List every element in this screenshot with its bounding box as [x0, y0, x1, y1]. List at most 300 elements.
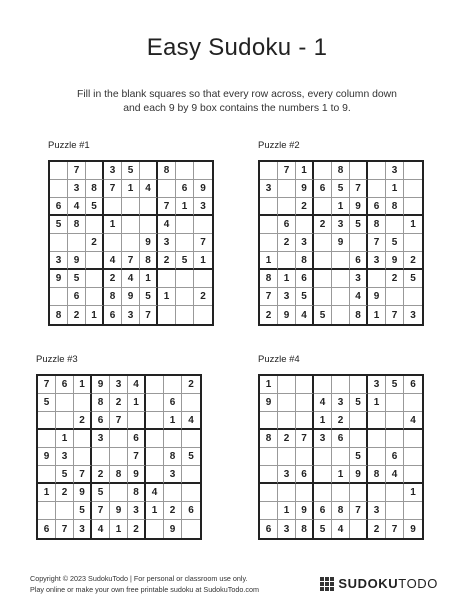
sudoku-cell: 5: [386, 234, 404, 252]
sudoku-cell: 8: [368, 466, 386, 484]
sudoku-cell: 3: [332, 394, 350, 412]
sudoku-cell: 9: [296, 502, 314, 520]
sudoku-cell: [260, 162, 278, 180]
sudoku-cell: [278, 180, 296, 198]
sudoku-cell: 1: [122, 180, 140, 198]
sudoku-cell: [182, 394, 200, 412]
sudoku-cell: 7: [104, 180, 122, 198]
sudoku-cell: [350, 162, 368, 180]
sudoku-cell: 1: [368, 394, 386, 412]
sudoku-cell: 7: [128, 448, 146, 466]
sudoku-cell: 1: [368, 306, 386, 324]
sudoku-cell: 5: [350, 216, 368, 234]
sudoku-cell: [404, 430, 422, 448]
sudoku-cell: 9: [332, 234, 350, 252]
sudoku-cell: [158, 180, 176, 198]
sudoku-cell: [260, 484, 278, 502]
sudoku-cell: 8: [128, 484, 146, 502]
sudoku-cell: [110, 448, 128, 466]
sudoku-cell: 8: [68, 216, 86, 234]
sudoku-cell: 8: [386, 198, 404, 216]
sudoku-cell: [332, 270, 350, 288]
sudoku-cell: 2: [386, 270, 404, 288]
sudoku-cell: [110, 430, 128, 448]
sudoku-cell: [404, 162, 422, 180]
sudoku-cell: 2: [260, 306, 278, 324]
sudoku-cell: 9: [38, 448, 56, 466]
sudoku-cell: 2: [158, 252, 176, 270]
sudoku-cell: 1: [194, 252, 212, 270]
brand-part-sudoku: SUDOKU: [338, 576, 399, 591]
sudoku-cell: 5: [92, 484, 110, 502]
sudoku-cell: 1: [86, 306, 104, 324]
sudoku-cell: 6: [314, 502, 332, 520]
sudoku-cell: 6: [50, 198, 68, 216]
sudoku-cell: 9: [260, 394, 278, 412]
sudoku-cell: 5: [86, 198, 104, 216]
sudoku-cell: 1: [404, 484, 422, 502]
sudoku-cell: [350, 412, 368, 430]
sudoku-grid: [36, 374, 202, 540]
sudoku-cell: [38, 430, 56, 448]
sudoku-cell: 6: [278, 216, 296, 234]
sudoku-cell: 7: [122, 252, 140, 270]
sudoku-cell: 8: [164, 448, 182, 466]
sudoku-cell: 7: [350, 180, 368, 198]
sudoku-cell: 2: [56, 484, 74, 502]
sudoku-cell: 3: [368, 502, 386, 520]
sudoku-cell: 8: [158, 162, 176, 180]
sudoku-cell: [260, 216, 278, 234]
sudoku-cell: 3: [164, 466, 182, 484]
sudoku-cell: [146, 448, 164, 466]
sudoku-cell: 7: [368, 234, 386, 252]
sudoku-cell: 3: [386, 162, 404, 180]
sudoku-cell: 1: [56, 430, 74, 448]
sudoku-cell: [332, 376, 350, 394]
footer: [30, 574, 259, 595]
sudoku-cell: [368, 270, 386, 288]
puzzle-1: [48, 140, 214, 326]
sudoku-cell: [74, 394, 92, 412]
sudoku-cell: 8: [350, 306, 368, 324]
sudoku-cell: 5: [56, 466, 74, 484]
sudoku-cell: [350, 484, 368, 502]
sudoku-cell: [122, 234, 140, 252]
sudoku-cell: 1: [260, 376, 278, 394]
sudoku-cell: [260, 448, 278, 466]
sudoku-cell: 6: [368, 198, 386, 216]
sudoku-cell: 5: [182, 448, 200, 466]
sudoku-cell: 2: [182, 376, 200, 394]
sudoku-cell: [404, 234, 422, 252]
sudoku-cell: 1: [332, 466, 350, 484]
sudoku-cell: [140, 216, 158, 234]
sudoku-cell: 7: [278, 162, 296, 180]
sudoku-cell: [140, 198, 158, 216]
sudoku-cell: 4: [104, 252, 122, 270]
puzzle-label: Puzzle #4: [258, 354, 300, 365]
sudoku-cell: [56, 412, 74, 430]
sudoku-cell: [314, 448, 332, 466]
puzzle-label: Puzzle #2: [258, 140, 300, 151]
sudoku-cell: 9: [128, 466, 146, 484]
sudoku-cell: 2: [278, 234, 296, 252]
sudoku-cell: [38, 466, 56, 484]
sudoku-cell: [158, 306, 176, 324]
sudoku-cell: 3: [158, 234, 176, 252]
sudoku-cell: [146, 520, 164, 538]
sudoku-cell: [404, 198, 422, 216]
sudoku-cell: [164, 430, 182, 448]
sudoku-cell: [386, 430, 404, 448]
sudoku-cell: 6: [332, 430, 350, 448]
sudoku-cell: 3: [410, 309, 416, 321]
sudoku-cell: [278, 412, 296, 430]
sudoku-cell: [278, 252, 296, 270]
sudoku-cell: 1: [146, 502, 164, 520]
sudoku-cell: 6: [38, 520, 56, 538]
sudoku-cell: [404, 502, 422, 520]
sudoku-cell: 2: [314, 216, 332, 234]
sudoku-cell: 6: [296, 466, 314, 484]
sudoku-cell: 2: [104, 270, 122, 288]
sudoku-cell: [146, 412, 164, 430]
sudoku-cell: 2: [92, 466, 110, 484]
puzzle-3: [36, 354, 202, 540]
sudoku-cell: 3: [278, 466, 296, 484]
sudoku-cell: 2: [74, 412, 92, 430]
sudoku-cell: 7: [296, 430, 314, 448]
page-title: Easy Sudoku - 1: [146, 34, 328, 61]
sudoku-cell: [158, 270, 176, 288]
sudoku-cell: 4: [68, 198, 86, 216]
sudoku-cell: [296, 394, 314, 412]
sudoku-cell: [386, 216, 404, 234]
puzzle-label: Puzzle #3: [36, 354, 78, 365]
sudoku-cell: [386, 502, 404, 520]
sudoku-cell: [260, 466, 278, 484]
sudoku-cell: 9: [68, 252, 86, 270]
sudoku-cell: [368, 412, 386, 430]
sudoku-cell: [74, 430, 92, 448]
sudoku-cell: 3: [314, 430, 332, 448]
sudoku-cell: 8: [110, 466, 128, 484]
sudoku-cell: [404, 394, 422, 412]
sudoku-cell: 1: [404, 216, 422, 234]
sudoku-cell: 3: [68, 180, 86, 198]
sudoku-cell: 2: [164, 502, 182, 520]
sudoku-cell: [314, 252, 332, 270]
sudoku-cell: [404, 466, 422, 484]
sudoku-cell: 1: [278, 502, 296, 520]
sudoku-cell: 9: [164, 520, 182, 538]
brand-wordmark: [338, 576, 438, 591]
sudoku-cell: 3: [350, 270, 368, 288]
sudoku-cell: [86, 288, 104, 306]
puzzle-2: [258, 140, 424, 326]
sudoku-cell: [146, 376, 164, 394]
sudoku-cell: 1: [128, 394, 146, 412]
sudoku-cell: [146, 430, 164, 448]
sudoku-grid: [258, 160, 424, 326]
sudoku-cell: 5: [350, 448, 368, 466]
sudoku-cell: [182, 484, 200, 502]
sudoku-cell: 5: [74, 502, 92, 520]
sudoku-cell: [350, 520, 368, 538]
sudoku-cell: 9: [122, 288, 140, 306]
sudoku-cell: [314, 376, 332, 394]
sudoku-cell: [314, 198, 332, 216]
sudoku-cell: 8: [368, 216, 386, 234]
sudoku-cell: 6: [128, 430, 146, 448]
sudoku-cell: [386, 412, 404, 430]
sudoku-cell: 3: [128, 502, 146, 520]
sudoku-cell: [194, 162, 212, 180]
sudoku-cell: [278, 394, 296, 412]
sudoku-cell: [176, 216, 194, 234]
sudoku-cell: 4: [92, 520, 110, 538]
sudoku-cell: 9: [350, 198, 368, 216]
sudoku-cell: [260, 198, 278, 216]
sudoku-cell: 3: [122, 306, 140, 324]
sudoku-cell: 3: [50, 252, 68, 270]
sudoku-cell: [278, 376, 296, 394]
sudoku-cell: [296, 216, 314, 234]
sudoku-cell: 6: [68, 288, 86, 306]
sudoku-cell: 6: [182, 502, 200, 520]
sudoku-cell: 1: [176, 198, 194, 216]
copyright-text: Copyright © 2023 SudokuTodo | For personal or classroom use only.: [30, 574, 248, 583]
sudoku-cell: 2: [332, 412, 350, 430]
brand-part-todo: TODO: [398, 576, 438, 591]
sudoku-cell: 9: [296, 180, 314, 198]
sudoku-cell: 7: [140, 306, 158, 324]
sudoku-cell: 1: [158, 288, 176, 306]
sudoku-cell: [314, 234, 332, 252]
sudoku-cell: [314, 484, 332, 502]
sudoku-cell: 2: [110, 394, 128, 412]
sudoku-cell: 7: [74, 466, 92, 484]
sudoku-cell: 8: [50, 306, 68, 324]
sudoku-cell: 4: [350, 288, 368, 306]
sudoku-cell: 4: [140, 180, 158, 198]
sudoku-cell: [368, 448, 386, 466]
sudoku-cell: 9: [194, 180, 212, 198]
sudoku-cell: 5: [296, 288, 314, 306]
sudoku-cell: [404, 448, 422, 466]
sudoku-cell: 9: [368, 288, 386, 306]
sudoku-cell: [56, 394, 74, 412]
sudoku-cell: 9: [50, 270, 68, 288]
sudoku-cell: 7: [68, 162, 86, 180]
sudoku-cell: 5: [38, 394, 56, 412]
sudoku-cell: [368, 484, 386, 502]
sudoku-cell: 5: [68, 270, 86, 288]
sudoku-cell: [260, 502, 278, 520]
sudoku-cell: 9: [386, 252, 404, 270]
sudoku-cell: 9: [74, 484, 92, 502]
sudoku-cell: 9: [92, 376, 110, 394]
sudoku-cell: 8: [296, 252, 314, 270]
sudoku-cell: 2: [404, 252, 422, 270]
sudoku-cell: [164, 484, 182, 502]
sudoku-cell: 1: [260, 252, 278, 270]
sudoku-cell: [314, 288, 332, 306]
sudoku-cell: [350, 376, 368, 394]
sudoku-cell: 5: [332, 180, 350, 198]
sudoku-cell: [194, 270, 212, 288]
sudoku-cell: 2: [68, 306, 86, 324]
sudoku-cell: 2: [368, 520, 386, 538]
sudoku-cell: 7: [110, 412, 128, 430]
sudoku-cell: [332, 306, 350, 324]
sudoku-cell: 8: [332, 162, 350, 180]
sudoku-cell: [350, 430, 368, 448]
sudoku-cell: [122, 216, 140, 234]
sudoku-cell: [278, 448, 296, 466]
sudoku-cell: 6: [56, 376, 74, 394]
sudoku-cell: 4: [296, 306, 314, 324]
sudoku-cell: [368, 162, 386, 180]
sudoku-cell: [50, 162, 68, 180]
sudoku-cell: 7: [350, 502, 368, 520]
sudoku-cell: [104, 234, 122, 252]
sudoku-cell: 4: [158, 216, 176, 234]
sudoku-cell: 6: [314, 180, 332, 198]
sudoku-cell: [38, 412, 56, 430]
sudoku-cell: 6: [296, 270, 314, 288]
sudoku-cell: 3: [104, 162, 122, 180]
sudoku-cell: 1: [140, 270, 158, 288]
sudoku-cell: 2: [86, 234, 104, 252]
sudoku-cell: [74, 448, 92, 466]
sudoku-cell: 5: [140, 288, 158, 306]
sudoku-cell: 9: [278, 306, 296, 324]
sudoku-cell: [260, 234, 278, 252]
sudoku-cell: [260, 412, 278, 430]
sudoku-cell: [314, 270, 332, 288]
sudoku-cell: 7: [38, 376, 56, 394]
sudoku-grid: [258, 374, 424, 540]
sudoku-cell: 7: [56, 520, 74, 538]
sudoku-cell: 1: [38, 484, 56, 502]
sudoku-cell: 2: [128, 520, 146, 538]
sudoku-cell: 1: [104, 216, 122, 234]
sudoku-cell: 3: [278, 520, 296, 538]
sudoku-cell: [386, 288, 404, 306]
puzzle-4: [258, 354, 424, 540]
sudoku-cell: 4: [332, 520, 350, 538]
sudoku-cell: [110, 484, 128, 502]
sudoku-cell: 7: [386, 306, 404, 324]
sudoku-cell: 4: [404, 412, 422, 430]
sudoku-cell: 3: [110, 376, 128, 394]
sudoku-cell: 7: [92, 502, 110, 520]
sudoku-cell: [314, 466, 332, 484]
sudoku-cell: [368, 180, 386, 198]
sudoku-cell: 5: [314, 520, 332, 538]
sudoku-cell: 1: [386, 180, 404, 198]
sudoku-cell: 4: [314, 394, 332, 412]
sudoku-cell: 2: [296, 198, 314, 216]
sudoku-cell: 9: [350, 466, 368, 484]
sudoku-cell: [86, 216, 104, 234]
sudoku-cell: 6: [260, 520, 278, 538]
sudoku-cell: 3: [278, 288, 296, 306]
sudoku-cell: 1: [296, 162, 314, 180]
sudoku-cell: 8: [332, 502, 350, 520]
sudoku-cell: [176, 162, 194, 180]
sudoku-cell: [314, 162, 332, 180]
sudoku-cell: 5: [314, 306, 332, 324]
sudoku-cell: 8: [140, 252, 158, 270]
sudoku-cell: [404, 180, 422, 198]
sudoku-cell: [146, 394, 164, 412]
sudoku-cell: 6: [92, 412, 110, 430]
sudoku-cell: [296, 376, 314, 394]
sudoku-cell: 4: [386, 466, 404, 484]
sudoku-cell: [128, 412, 146, 430]
sudoku-cell: [176, 270, 194, 288]
sudoku-cell: 6: [104, 306, 122, 324]
sudoku-cell: [182, 430, 200, 448]
sudoku-cell: [278, 484, 296, 502]
sudoku-cell: 1: [314, 412, 332, 430]
sudoku-cell: 3: [368, 252, 386, 270]
sudoku-cell: [296, 412, 314, 430]
sudoku-cell: 5: [404, 270, 422, 288]
sudoku-cell: [86, 270, 104, 288]
sudoku-cell: 2: [278, 430, 296, 448]
sudoku-cell: [332, 252, 350, 270]
grid-logo-icon: [320, 577, 334, 591]
sudoku-cell: 3: [56, 448, 74, 466]
sudoku-cell: 9: [110, 502, 128, 520]
sudoku-cell: 5: [122, 162, 140, 180]
sudoku-cell: 1: [74, 376, 92, 394]
sudoku-cell: [176, 288, 194, 306]
sudoku-cell: [386, 394, 404, 412]
sudoku-cell: [86, 252, 104, 270]
sudoku-cell: [50, 288, 68, 306]
sudoku-cell: [278, 198, 296, 216]
sudoku-cell: [56, 502, 74, 520]
sudoku-cell: 8: [104, 288, 122, 306]
sudoku-cell: 7: [194, 234, 212, 252]
sudoku-cell: [350, 234, 368, 252]
sudoku-cell: 7: [158, 198, 176, 216]
sudoku-cell: [176, 306, 194, 324]
footer-link-text[interactable]: Play online or make your own free printable sudoku at SudokuTodo.com: [30, 584, 259, 594]
sudoku-cell: [182, 520, 200, 538]
sudoku-cell: [164, 376, 182, 394]
sudoku-cell: 5: [350, 394, 368, 412]
sudoku-cell: [182, 466, 200, 484]
sudoku-cell: 3: [194, 198, 212, 216]
sudoku-cell: 6: [164, 394, 182, 412]
sudoku-cell: 4: [122, 270, 140, 288]
sudoku-cell: 7: [260, 288, 278, 306]
sudoku-cell: 6: [386, 448, 404, 466]
sudoku-cell: 1: [164, 412, 182, 430]
sudoku-cell: [38, 502, 56, 520]
sudoku-cell: 6: [404, 376, 422, 394]
sudoku-cell: 7: [386, 520, 404, 538]
sudoku-cell: 8: [296, 520, 314, 538]
sudoku-cell: [332, 484, 350, 502]
sudoku-cell: 3: [296, 234, 314, 252]
